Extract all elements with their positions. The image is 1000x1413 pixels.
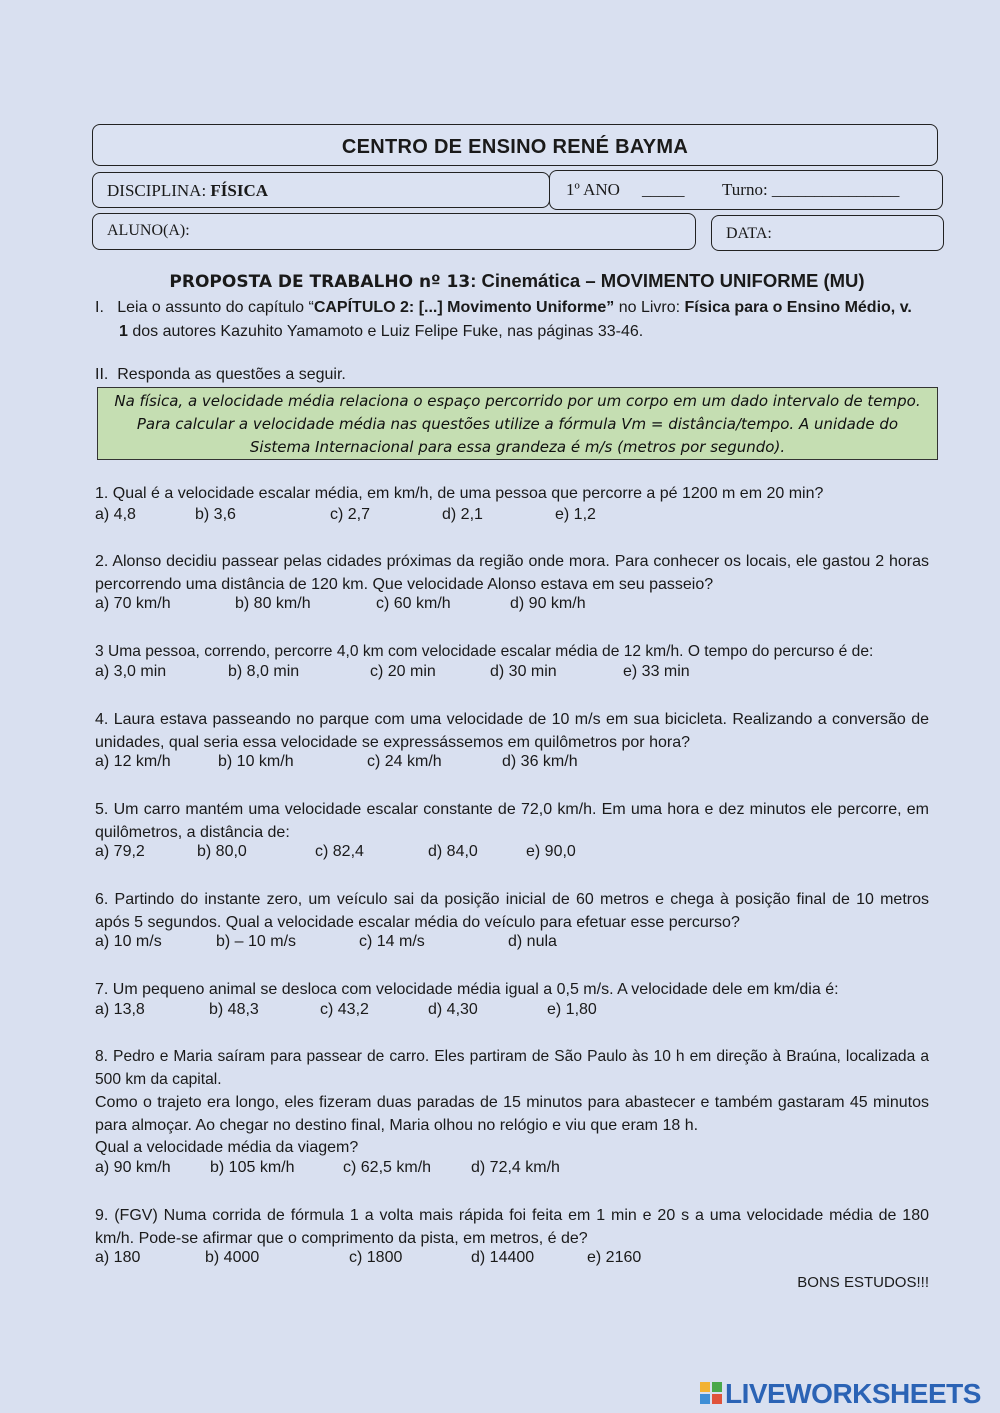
question-2: 2. Alonso decidiu passear pelas cidades próximas da região onde mora. Para conhecer os locais, ele gastou 2 horas percorrendo uma distância de 120 km. Que velocidade Alonso estava em seu passeio? (95, 553, 929, 593)
question-8-part-2: Como o trajeto era longo, eles fizeram duas paradas de 15 minutos para abastecer e também gastaram 45 minutos para almoçar. Ao chegar no destino final, Maria olhou no relógio e viu que eram 18 h. (95, 1094, 929, 1134)
q4-option-a[interactable]: a) 12 km/h (95, 753, 171, 770)
instruction-i-cont (119, 320, 929, 343)
q2-option-c[interactable]: c) 60 km/h (376, 595, 451, 612)
q7-option-a[interactable]: a) 13,8 (95, 1001, 145, 1018)
school-name: CENTRO DE ENSINO RENÉ BAYMA (341, 136, 689, 158)
q3-option-c[interactable]: c) 20 min (370, 663, 436, 680)
instruction-i-authors: dos autores Kazuhito Yamamoto e Luiz Felipe Fuke, nas páginas 33-46. (127, 323, 644, 340)
q3-option-a[interactable]: a) 3,0 min (95, 663, 167, 680)
formula-note (97, 387, 938, 460)
instruction-ii-number: II. (95, 366, 109, 383)
q9-option-c[interactable]: c) 1800 (349, 1249, 403, 1266)
ano-turno-box (549, 170, 943, 210)
data-label: DATA: (726, 225, 772, 242)
q1-option-e[interactable]: e) 1,2 (555, 506, 596, 523)
liveworksheets-logo-icon (700, 1382, 722, 1404)
question-3-options (95, 663, 929, 685)
liveworksheets-logo[interactable] (700, 1378, 995, 1408)
data-box[interactable] (711, 215, 944, 251)
question-2-options (95, 595, 929, 617)
question-4-options (95, 753, 929, 775)
q2-option-d[interactable]: d) 90 km/h (510, 595, 586, 612)
q7-option-b[interactable]: b) 48,3 (209, 1001, 259, 1018)
q9-option-d[interactable]: d) 14400 (471, 1249, 535, 1266)
question-9: 9. (FGV) Numa corrida de fórmula 1 a volta mais rápida foi feita em 1 min e 20 s a uma velocidade média de 180 km/h. Pode-se afirmar que o comprimento da pista, em metros, é de? (95, 1207, 929, 1247)
q5-option-e[interactable]: e) 90,0 (526, 843, 576, 860)
q6-option-a[interactable]: a) 10 m/s (95, 933, 162, 950)
q5-option-c[interactable]: c) 82,4 (315, 843, 364, 860)
question-1: 1. Qual é a velocidade escalar média, em km/h, de uma pessoa que percorre a pé 1200 m em 20 min? (95, 485, 824, 502)
q5-option-d[interactable]: d) 84,0 (428, 843, 478, 860)
q5-option-b[interactable]: b) 80,0 (197, 843, 247, 860)
note-line-2: Para calcular a velocidade média nas questões utilize a fórmula Vm = distância/tempo. A unidade do (136, 415, 899, 433)
q9-option-a[interactable]: a) 180 (95, 1249, 141, 1266)
instruction-i-volume: 1 (119, 323, 128, 340)
disciplina-box (92, 172, 550, 208)
instruction-i (95, 296, 941, 319)
note-line-1: Na física, a velocidade média relaciona o espaço percorrido por um corpo em um dado intervalo de tempo. (114, 392, 921, 410)
q9-option-b[interactable]: b) 4000 (205, 1249, 260, 1266)
q8-option-b[interactable]: b) 105 km/h (210, 1159, 295, 1176)
question-9-options (95, 1249, 929, 1271)
ano-blank[interactable]: _____ (642, 180, 685, 199)
q3-option-b[interactable]: b) 8,0 min (228, 663, 300, 680)
question-4: 4. Laura estava passeando no parque com uma velocidade de 10 m/s em sua bicicleta. Realizando a conversão de unidades, qual seria essa velocidade se expressássemos em quilômetros por hora? (95, 711, 929, 751)
q9-option-e[interactable]: e) 2160 (587, 1249, 642, 1266)
q1-option-d[interactable]: d) 2,1 (442, 506, 483, 523)
aluno-label: ALUNO(A): (107, 222, 190, 239)
question-1-options (95, 506, 929, 528)
q7-option-e[interactable]: e) 1,80 (547, 1001, 597, 1018)
disciplina-label: DISCIPLINA: FÍSICA (107, 181, 269, 200)
heading-rest: : Cinemática – MOVIMENTO UNIFORME (MU) (470, 270, 865, 291)
q8-option-c[interactable]: c) 62,5 km/h (343, 1159, 432, 1176)
q5-option-a[interactable]: a) 79,2 (95, 843, 145, 860)
page-heading (0, 270, 1000, 292)
q2-option-b[interactable]: b) 80 km/h (235, 595, 311, 612)
q4-option-c[interactable]: c) 24 km/h (367, 753, 442, 770)
q4-option-d[interactable]: d) 36 km/h (502, 753, 578, 770)
q6-option-c[interactable]: c) 14 m/s (359, 933, 425, 950)
q6-option-d[interactable]: d) nula (508, 933, 557, 950)
liveworksheets-wordmark: LIVEWORKSHEETS (725, 1378, 981, 1409)
closing-text: BONS ESTUDOS!!! (797, 1274, 929, 1291)
q6-option-b[interactable]: b) – 10 m/s (216, 933, 297, 950)
instruction-ii (95, 363, 929, 386)
q3-option-d[interactable]: d) 30 min (490, 663, 557, 680)
disciplina-value: FÍSICA (210, 181, 269, 200)
instruction-i-book: Física para o Ensino Médio, v. (684, 299, 912, 316)
q2-option-a[interactable]: a) 70 km/h (95, 595, 171, 612)
aluno-box[interactable] (92, 213, 696, 250)
question-7-options (95, 1001, 929, 1023)
question-6-options (95, 933, 929, 955)
instruction-ii-text: Responda as questões a seguir. (117, 366, 346, 383)
question-5-options (95, 843, 929, 865)
turno-field[interactable]: Turno: _______________ (722, 180, 900, 199)
q4-option-b[interactable]: b) 10 km/h (218, 753, 294, 770)
question-5: 5. Um carro mantém uma velocidade escalar constante de 72,0 km/h. Em uma hora e dez minutos ele percorre, em quilômetros, a distância de: (95, 801, 929, 841)
question-3: 3 Uma pessoa, correndo, percorre 4,0 km com velocidade escalar média de 12 km/h. O tempo do percurso é de: (95, 643, 874, 660)
q8-option-a[interactable]: a) 90 km/h (95, 1159, 171, 1176)
q8-option-d[interactable]: d) 72,4 km/h (471, 1159, 560, 1176)
q1-option-b[interactable]: b) 3,6 (195, 506, 236, 523)
instruction-i-number: I. (95, 299, 104, 316)
instruction-i-text-a: Leia o assunto do capítulo “ (117, 299, 314, 316)
question-8-options (95, 1159, 929, 1181)
ano-label: 1º ANO (566, 180, 620, 199)
note-line-3: Sistema Internacional para essa grandeza é m/s (metros por segundo). (249, 438, 786, 456)
question-8-part-3: Qual a velocidade média da viagem? (95, 1139, 359, 1156)
instruction-i-text-c: no Livro: (614, 299, 685, 316)
q3-option-e[interactable]: e) 33 min (623, 663, 690, 680)
instruction-i-chapter: CAPÍTULO 2: [...] Movimento Uniforme” (313, 299, 615, 316)
q1-option-c[interactable]: c) 2,7 (330, 506, 371, 523)
heading-bold: PROPOSTA DE TRABALHO nº 13 (169, 272, 471, 292)
school-title-box (92, 124, 938, 166)
question-7: 7. Um pequeno animal se desloca com velocidade média igual a 0,5 m/s. A velocidade dele em km/dia é: (95, 981, 839, 998)
q1-option-a[interactable]: a) 4,8 (95, 506, 136, 523)
question-8: 8. Pedro e Maria saíram para passear de carro. Eles partiram de São Paulo às 10 h em direção à Braúna, localizada a 500 km da capital. (95, 1048, 929, 1088)
q7-option-c[interactable]: c) 43,2 (320, 1001, 369, 1018)
question-6: 6. Partindo do instante zero, um veículo sai da posição inicial de 60 metros e chega à posição final de 10 metros após 5 segundos. Qual a velocidade escalar média do veículo para efetuar esse percurso? (95, 891, 929, 931)
q7-option-d[interactable]: d) 4,30 (428, 1001, 478, 1018)
